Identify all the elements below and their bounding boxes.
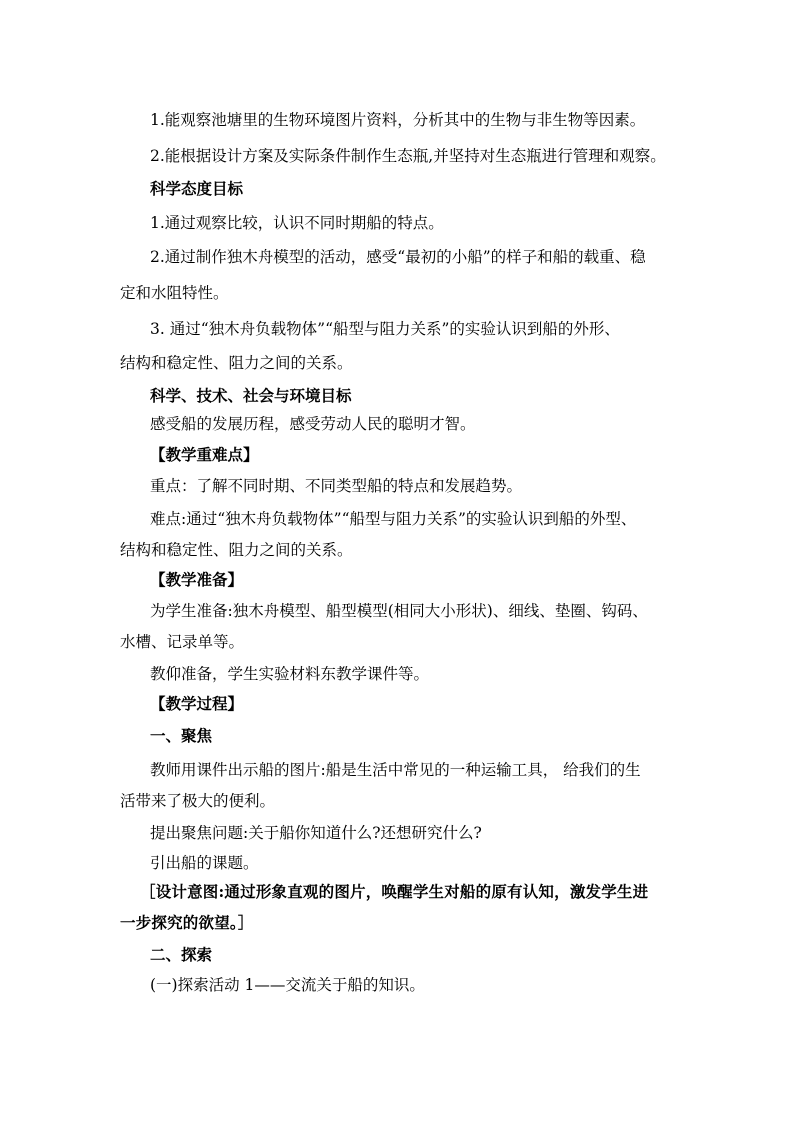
attitude-line-2b: 定和水阻特性。: [120, 284, 229, 302]
design-intent-line-a: ［设计意图:通过形象直观的图片，唤醒学生对船的原有认知，激发学生进: [140, 882, 649, 901]
heading-preparation: 【教学准备】: [150, 570, 244, 589]
design-intent-line-b: 一步探究的欲望。］: [120, 913, 254, 932]
heading-stse-goals: 科学、技术、社会与环境目标: [150, 386, 352, 405]
focus-line-1b: 活带来了极大的便利。: [120, 792, 276, 810]
focus-line-3: 引出船的课题。: [150, 854, 259, 872]
heading-key-points: 【教学重难点】: [150, 445, 259, 464]
focus-line-1a: 教师用课件出示船的图片:船是生活中常见的一种运输工具， 给我们的生: [150, 761, 641, 779]
objective-line-2: 2.能根据设计方案及实际条件制作生态瓶,并坚持对生态瓶进行管理和观察。: [150, 147, 666, 165]
section-explore: 二、探索: [150, 945, 213, 964]
difficulty-line-b: 结构和稳定性、阻力之间的关系。: [120, 541, 353, 559]
attitude-line-3a: 3. 通过“独木舟负载物体”“船型与阻力关系”的实验认识到船的外形、: [150, 320, 620, 338]
stse-line: 感受船的发展历程，感受劳动人民的聪明才智。: [150, 415, 476, 433]
attitude-line-3b: 结构和稳定性、阻力之间的关系。: [120, 354, 353, 372]
focus-line-2: 提出聚焦问题:关于船你知道什么?还想研究什么?: [150, 824, 482, 842]
attitude-line-1: 1.通过观察比较，认识不同时期船的特点。: [150, 214, 444, 232]
section-focus: 一、聚焦: [150, 726, 213, 745]
explore-activity-1: (一)探索活动 1——交流关于船的知识。: [150, 976, 425, 994]
heading-attitude-goals: 科学态度目标: [150, 179, 244, 198]
attitude-line-2a: 2.通过制作独木舟模型的活动，感受“最初的小船”的样子和船的载重、稳: [150, 248, 646, 266]
heading-process: 【教学过程】: [150, 694, 244, 713]
prep-line-1a: 为学生准备:独木舟模型、船型模型(相同大小形状)、细线、垫圈、钩码、: [150, 602, 648, 620]
objective-line-1: 1.能观察池塘里的生物环境图片资料，分析其中的生物与非生物等因素。: [150, 111, 646, 129]
prep-line-1b: 水槽、记录单等。: [120, 633, 245, 651]
key-point-line: 重点：了解不同时期、不同类型船的特点和发展趋势。: [150, 477, 523, 495]
difficulty-line-a: 难点:通过“独木舟负载物体”“船型与阻力关系”的实验认识到船的外型、: [150, 510, 637, 528]
prep-line-2: 教仰准备，学生实验材料东教学课件等。: [150, 665, 430, 683]
